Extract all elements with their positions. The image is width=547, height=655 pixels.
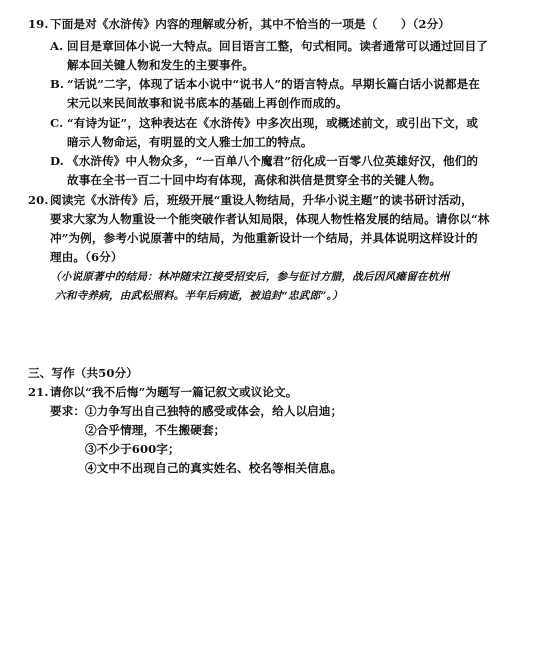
requirement-2: ②合乎情理，不生搬硬套； xyxy=(85,423,226,437)
option-a-line-2: 解本回关键人物和发生的主要事件。 xyxy=(67,58,255,72)
option-d-line-2: 故事在全书一百二十回中均有体现，高俅和洪信是贯穿全书的关键人物。 xyxy=(67,173,442,187)
question-20-line-1: 阅读完《水浒传》后，班级开展“重设人物结局，升华小说主题”的读书研讨活动， xyxy=(50,193,473,207)
question-number: 20. xyxy=(28,193,49,207)
option-letter-d: D. xyxy=(50,154,64,168)
requirement-3: ③不少于600字； xyxy=(85,442,180,456)
section-heading: 三、写作（共50分） xyxy=(28,366,138,380)
question-number: 19. xyxy=(28,17,49,31)
question-20-note-line-2: 六和寺养病，由武松照料。半年后病逝，被追封“忠武郎”。） xyxy=(55,290,343,302)
question-number: 21. xyxy=(28,385,49,399)
option-c-line-1: “有诗为证”，这种表达在《水浒传》中多次出现，或概述前文，或引出下文，或 xyxy=(67,116,479,130)
requirement-1: ①力争写出自己独特的感受或体会，给人以启迪； xyxy=(85,404,343,418)
requirements-label: 要求： xyxy=(50,404,86,418)
option-b-line-1: “话说”二字，体现了话本小说中“说书人”的语言特点。早期长篇白话小说都是在 xyxy=(67,77,480,91)
option-c-line-2: 暗示人物命运，有明显的文人雅士加工的特点。 xyxy=(67,135,313,149)
question-stem: 下面是对《水浒传》内容的理解或分析，其中不恰当的一项是（ ）（2分） xyxy=(50,17,450,31)
option-d-line-1: 《水浒传》中人物众多，“一百单八个魔君”衍化成一百零八位英雄好汉，他们的 xyxy=(67,154,479,168)
option-a-line-1: 回目是章回体小说一大特点。回目语言工整，句式相同。读者通常可以通过回目了 xyxy=(67,39,488,53)
question-20-line-2: 要求大家为人物重设一个能突破作者认知局限，体现人物性格发展的结局。请你以“林 xyxy=(50,212,490,226)
option-b-line-2: 宋元以来民间故事和说书底本的基础上再创作而成的。 xyxy=(67,96,348,110)
question-20-line-4: 理由。（6分） xyxy=(50,250,123,264)
question-20-note-line-1: （小说原著中的结局：林冲随宋江接受招安后，参与征讨方腊，战后因风瘫留在杭州 xyxy=(50,271,450,283)
question-21-prompt: 请你以“我不后悔”为题写一篇记叙文或议论文。 xyxy=(50,385,298,399)
option-letter-c: C. xyxy=(50,116,64,130)
question-20-line-3: 冲”为例，参考小说原著中的结局，为他重新设计一个结局，并具体说明这样设计的 xyxy=(50,231,478,245)
option-letter-a: A. xyxy=(50,39,64,53)
option-letter-b: B. xyxy=(50,77,65,91)
requirement-4: ④文中不出现自己的真实姓名、校名等相关信息。 xyxy=(85,461,343,475)
